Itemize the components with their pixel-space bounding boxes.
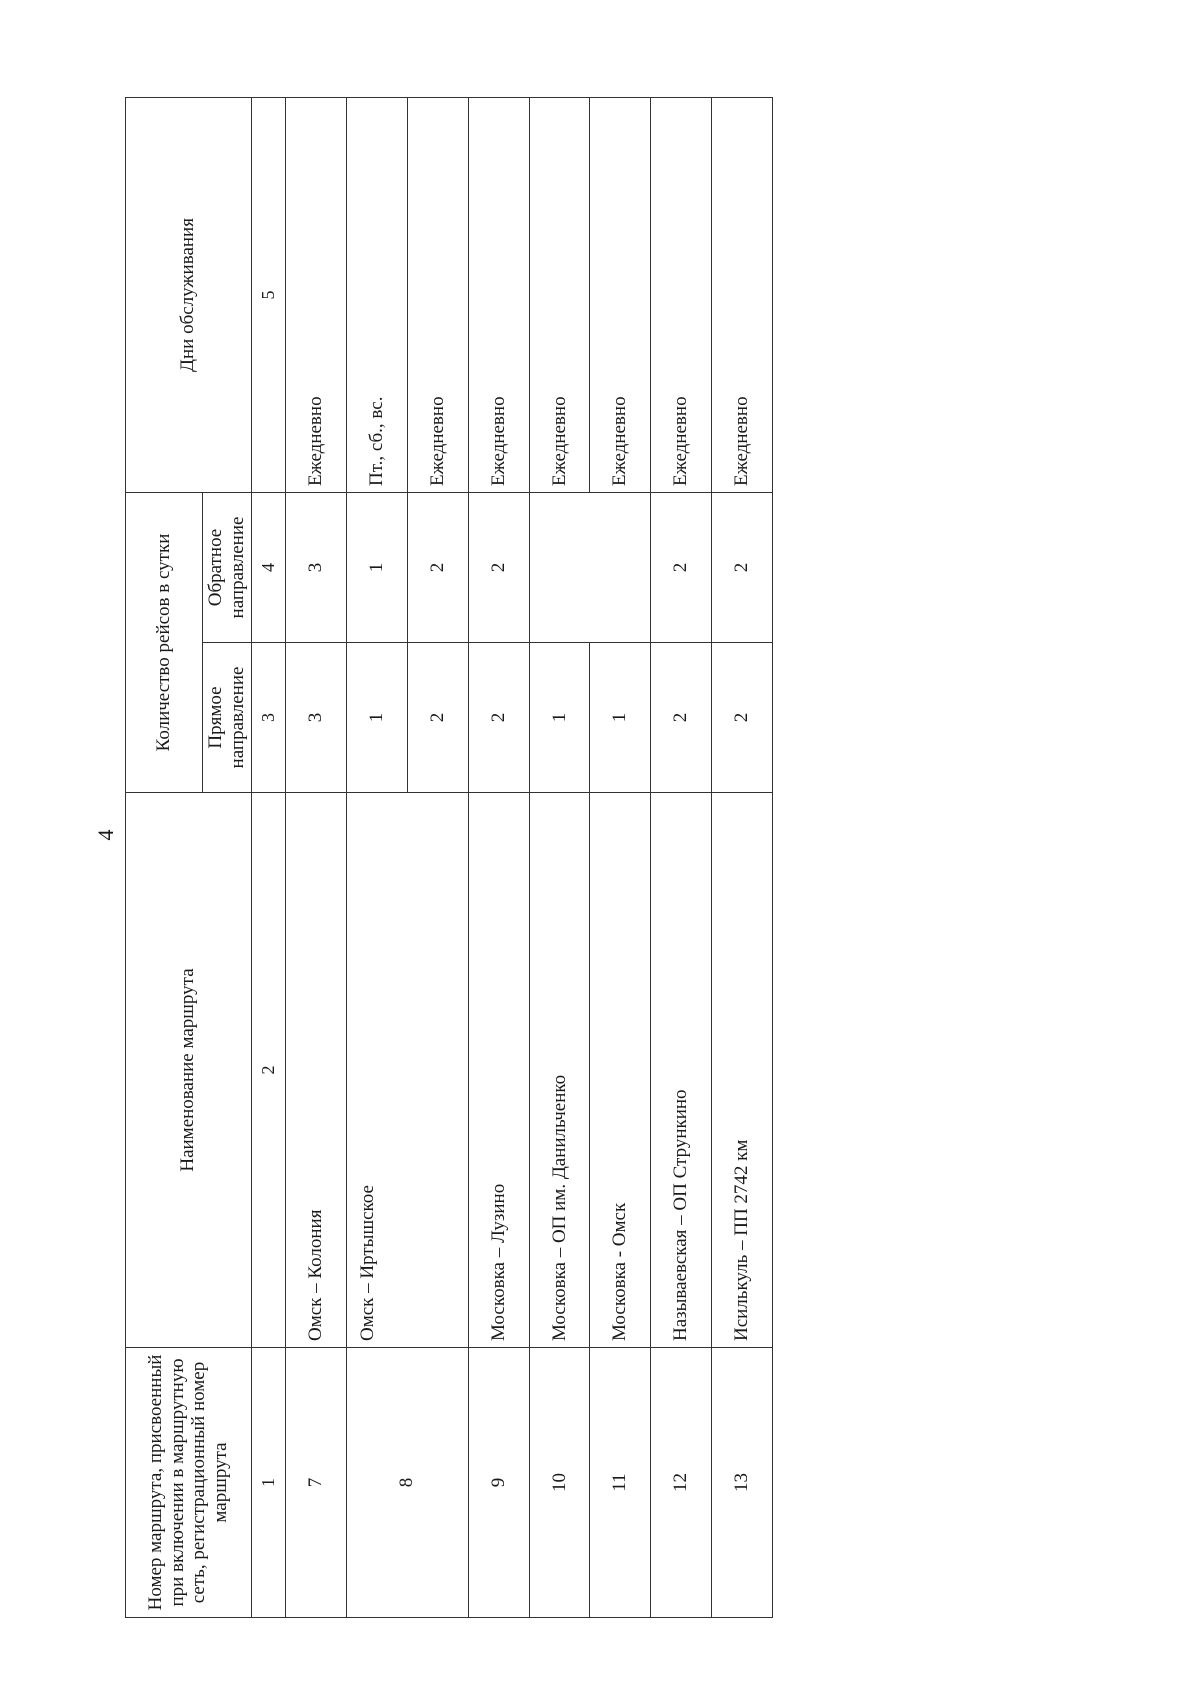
- route-number-cell: 13: [712, 1348, 773, 1618]
- table-row: [347, 98, 408, 1618]
- route-number-cell: 12: [651, 1348, 712, 1618]
- service-days-cell: Пт., сб., вс.: [347, 98, 408, 493]
- routes-table: [125, 97, 773, 1618]
- service-days-cell: Ежедневно: [286, 98, 347, 493]
- route-name-cell: Московка - Омск: [590, 793, 651, 1348]
- backward-trips-cell: 2: [712, 493, 773, 643]
- forward-trips-cell: 3: [286, 643, 347, 793]
- route-number-cell: 7: [286, 1348, 347, 1618]
- route-name-cell: Московка – ОП им. Данильченко: [529, 793, 590, 1348]
- forward-trips-cell: 2: [468, 643, 529, 793]
- backward-trips-cell: 1: [347, 493, 408, 643]
- service-days-cell: Ежедневно: [712, 98, 773, 493]
- table-row: [286, 98, 347, 1618]
- header-route-number: Номер маршрута, присвоенный при включении в маршрутную сеть, регистрационный номер маршрута: [126, 1348, 252, 1618]
- header-forward: Прямое направление: [203, 643, 252, 793]
- page-number: 4: [93, 829, 118, 841]
- service-days-cell: Ежедневно: [529, 98, 590, 493]
- forward-trips-cell: 1: [347, 643, 408, 793]
- header-trips-per-day: Количество рейсов в сутки: [126, 493, 203, 793]
- route-number-cell: 11: [590, 1348, 651, 1618]
- header-row: [126, 98, 203, 1618]
- route-number-cell: 10: [529, 1348, 590, 1618]
- column-index-row: [251, 98, 286, 1618]
- forward-trips-cell: 2: [651, 643, 712, 793]
- column-index: 3: [251, 643, 286, 793]
- backward-trips-cell: 2: [468, 493, 529, 643]
- rotated-table-wrapper: [125, 98, 773, 1618]
- rotated-table-container: [125, 98, 773, 1618]
- table-row: [712, 98, 773, 1618]
- service-days-cell: Ежедневно: [468, 98, 529, 493]
- route-name-cell: Исилькуль – ПП 2742 км: [712, 793, 773, 1348]
- route-number-cell: 8: [347, 1348, 469, 1618]
- header-backward: Обратное направление: [203, 493, 252, 643]
- forward-trips-cell: 1: [529, 643, 590, 793]
- backward-trips-cell: 2: [407, 493, 468, 643]
- header-service-days: Дни обслуживания: [126, 98, 252, 493]
- table-row: [529, 98, 590, 1618]
- table-row: [651, 98, 712, 1618]
- service-days-cell: Ежедневно: [407, 98, 468, 493]
- column-index: 4: [251, 493, 286, 643]
- forward-trips-cell: 2: [407, 643, 468, 793]
- backward-trips-cell: 2: [651, 493, 712, 643]
- forward-trips-cell: 1: [590, 643, 651, 793]
- route-name-cell: Московка – Лузино: [468, 793, 529, 1348]
- route-name-cell: Называевская – ОП Стрункино: [651, 793, 712, 1348]
- column-index: 1: [251, 1348, 286, 1618]
- route-name-cell: Омск – Колония: [286, 793, 347, 1348]
- table-row: [468, 98, 529, 1618]
- column-index: 5: [251, 98, 286, 493]
- column-index: 2: [251, 793, 286, 1348]
- forward-trips-cell: 2: [712, 643, 773, 793]
- header-route-name: Наименование маршрута: [126, 793, 252, 1348]
- backward-trips-cell: 3: [286, 493, 347, 643]
- service-days-cell: Ежедневно: [590, 98, 651, 493]
- table-row: [590, 98, 651, 1618]
- backward-trips-cell: [529, 493, 651, 643]
- route-number-cell: 9: [468, 1348, 529, 1618]
- route-name-cell: Омск – Иртышское: [347, 793, 469, 1348]
- service-days-cell: Ежедневно: [651, 98, 712, 493]
